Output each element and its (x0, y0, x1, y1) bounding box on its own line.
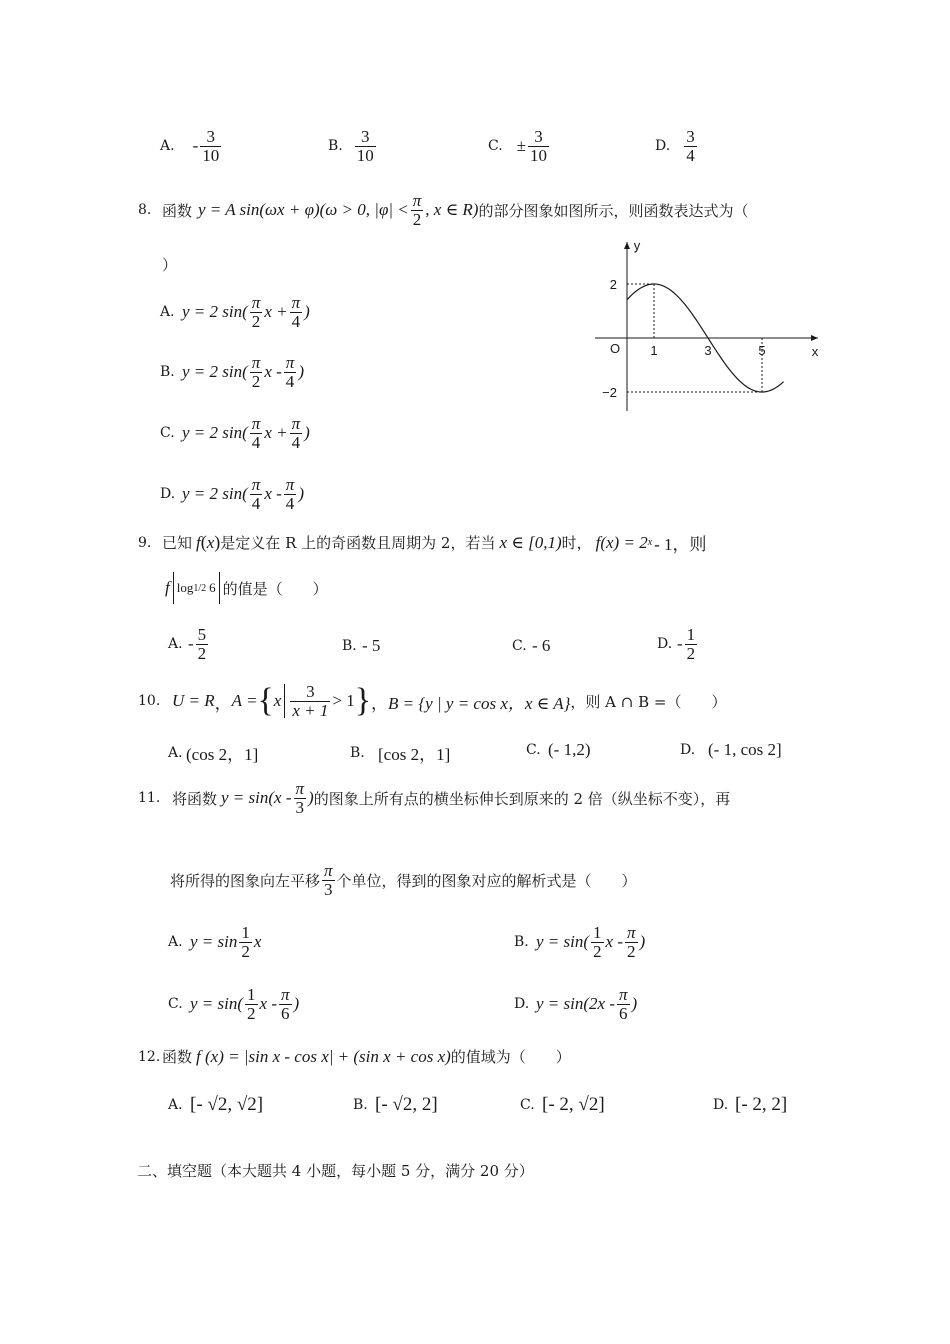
q12-option-b: B. [- √2, 2] (353, 1094, 438, 1115)
section-heading: 二、填空题（本大题共 4 小题，每小题 5 分，满分 20 分） (137, 1162, 534, 1180)
q11-option-b: B. y = sin( $\frac{1}{2}$ x - $\frac{\pi}{2}$ ) (514, 923, 646, 961)
q11-option-a: A. y = sin $\frac{1}{2}$ x (168, 923, 262, 961)
fraction: $\frac{\pi}{2}$ (251, 353, 261, 391)
q10-option-b: B. [cos 2，1] (350, 744, 451, 764)
x-tick-1: 1 (650, 343, 658, 358)
q8-option-d: D. y = 2 sin( $\frac{\pi}{4}$ x - $\frac{\pi}{4}$ ) (160, 475, 304, 513)
origin-label: O (609, 341, 621, 356)
fraction: $\frac{\pi}{4}$ (291, 414, 301, 452)
y-axis-label: y (633, 238, 641, 253)
fraction: $\frac{\pi}{6}$ (281, 985, 290, 1023)
fraction: $\frac{1}{2}$ (686, 625, 696, 663)
q8-stem: 8. 函数 y = A sin(ωx + φ)(ω > 0, |φ| < $\frac{\pi}{2}$ , x ∈ R) 的部分图象如图所示，则函数表达式为（ (138, 191, 749, 229)
fraction: $\frac{1}{2}$ (247, 985, 256, 1023)
q9-stem: 9. 已知 f ( x ) 是定义在 R 上的奇函数且周期为 2，若当 x ∈ [0,1) 时， f(x) = 2 x - 1，则 (138, 532, 707, 554)
q12-stem: 12. 函数 f (x) = |sin x - cos x| + (sin x + cos x) 的值域为（ ） (138, 1046, 571, 1066)
fraction: $\frac{3}{10}$ (530, 127, 548, 165)
fraction: $\frac{\pi}{3}$ (324, 861, 333, 899)
sine-graph (590, 236, 830, 416)
q12-option-d: D. [- 2, 2] (713, 1094, 788, 1115)
fraction: $\frac{3}{4}$ (686, 127, 695, 165)
q9-option-d: D. - $\frac{1}{2}$ (657, 625, 696, 663)
fraction: $\frac{\pi}{6}$ (618, 985, 628, 1023)
fraction: $\frac{5}{2}$ (197, 625, 207, 663)
x-tick-5: 5 (758, 343, 766, 358)
q10-option-d: D. (- 1, cos 2] (680, 740, 782, 759)
x-axis-label: x (811, 344, 819, 359)
q9-option-a: A. - $\frac{5}{2}$ (168, 625, 207, 663)
q10-stem: 10. U = R ， A = { x $\frac{3}{x + 1}$ > 1 } ， B = {y | y = cos x，x ∈ A} ，则 A ∩ B =（ ） (138, 681, 727, 720)
fraction: $\frac{\pi}{4}$ (251, 475, 261, 513)
fraction: $\frac{1}{2}$ (593, 923, 602, 961)
q12-option-a: A. [- √2, √2] (168, 1094, 264, 1115)
q7-option-d: D. $\frac{3}{4}$ (655, 127, 695, 165)
q11-stem: 11. 将函数 y = sin(x - $\frac{\pi}{3}$ ) 的图象上所有点的横坐标伸长到原来的 2 倍（纵坐标不变），再 (138, 779, 731, 817)
q8-option-b: B. y = 2 sin( $\frac{\pi}{2}$ x - $\frac{\pi}{4}$ ) (160, 353, 304, 391)
q8-close-paren: ） (162, 256, 178, 274)
q11-option-c: C. y = sin( $\frac{1}{2}$ x - $\frac{\pi}{6}$ ) (168, 985, 300, 1023)
fraction: $\frac{\pi}{4}$ (291, 293, 301, 331)
fraction: $\frac{\pi}{3}$ (295, 779, 305, 817)
q11-option-d: D. y = sin(2x - $\frac{\pi}{6}$ ) (514, 985, 638, 1023)
fraction: $\frac{\pi}{4}$ (251, 414, 261, 452)
q11-stem-2: 将所得的图象向左平移 $\frac{\pi}{3}$ 个单位，得到的图象对应的解析式是（ ） (170, 861, 637, 899)
x-axis-arrow (811, 335, 818, 341)
q9-option-c: C. - 6 (512, 636, 551, 655)
fraction: $\frac{\pi}{2}$ (412, 191, 422, 229)
q9-stem-2: f log 1/2 6 的值是（ ） (165, 572, 328, 604)
y-tick-neg2: −2 (602, 385, 617, 400)
y-tick-2: 2 (609, 277, 617, 292)
fraction: $\frac{\pi}{2}$ (627, 923, 636, 961)
q12-option-c: C. [- 2, √2] (520, 1094, 605, 1115)
q8-option-c: C. y = 2 sin( $\frac{\pi}{4}$ x + $\frac{\pi}{4}$ ) (160, 414, 310, 452)
fraction: $\frac{\pi}{4}$ (285, 353, 295, 391)
fraction: $\frac{3}{x + 1}$ (292, 681, 329, 720)
fraction: $\frac{\pi}{2}$ (251, 293, 261, 331)
q7-option-b: B. $\frac{3}{10}$ (328, 127, 374, 165)
q10-option-c: C. (- 1,2) (526, 740, 591, 759)
fraction: $\frac{\pi}{4}$ (285, 475, 295, 513)
fraction: $\frac{3}{10}$ (356, 127, 374, 165)
x-tick-3: 3 (704, 343, 712, 358)
q8-option-a: A. y = 2 sin( $\frac{\pi}{2}$ x + $\frac{\pi}{4}$ ) (160, 293, 310, 331)
fraction: $\frac{3}{10}$ (202, 127, 220, 165)
q7-option-c: C. ± $\frac{3}{10}$ (488, 127, 548, 165)
q7-option-a: A. - $\frac{3}{10}$ (160, 127, 220, 165)
q9-option-b: B. - 5 (342, 636, 381, 655)
q10-option-a: A. (cos 2，1] (168, 744, 259, 764)
y-axis-arrow (624, 242, 630, 249)
fraction: $\frac{1}{2}$ (241, 923, 250, 961)
